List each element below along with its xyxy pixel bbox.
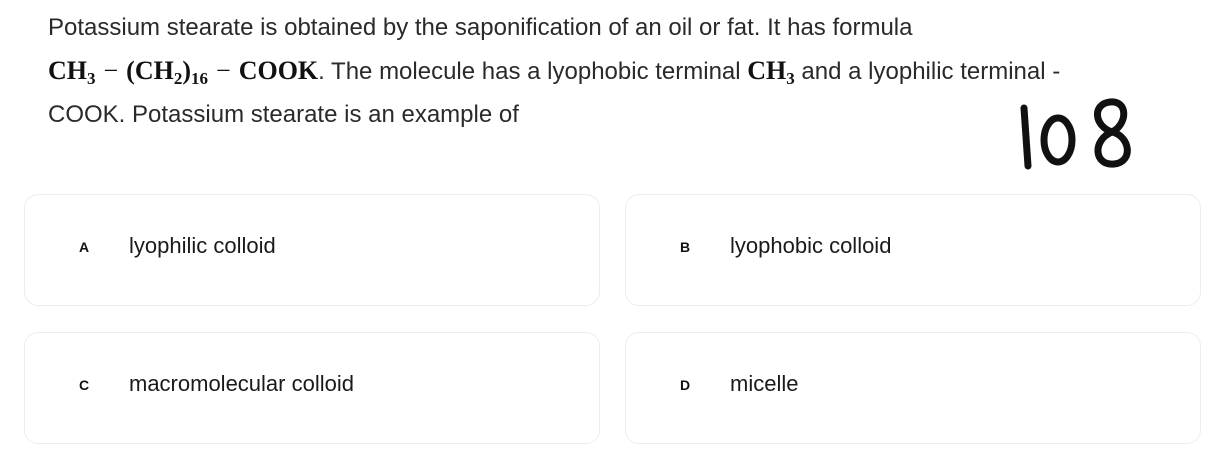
- option-c[interactable]: [24, 332, 600, 444]
- option-d[interactable]: [625, 332, 1201, 444]
- option-text: macromolecular colloid: [129, 371, 354, 396]
- option-text: lyophilic colloid: [129, 233, 276, 258]
- option-b[interactable]: [625, 194, 1201, 306]
- handwritten-number-108: [1016, 96, 1136, 172]
- option-letter: A: [79, 239, 90, 255]
- option-letter: D: [680, 377, 691, 393]
- option-a[interactable]: [24, 194, 600, 306]
- option-letter: B: [680, 239, 691, 255]
- option-text: micelle: [730, 371, 799, 396]
- question-line-3: COOK. Potassium stearate is an example of: [48, 101, 519, 128]
- formula: $CH_3 - (CH_2)_{16}$ − COOK: [48, 56, 319, 88]
- question-line-2: $CH_3 - (CH_2)_{16}$ − COOK. The molecule has a lyophobic terminal $CH_3$ and a lyophilic terminal -: [48, 56, 1061, 88]
- option-letter: C: [79, 377, 90, 393]
- option-text: lyophobic colloid: [730, 233, 892, 258]
- question-line-1: Potassium stearate is obtained by the saponification of an oil or fat. It has formula: [48, 14, 913, 41]
- terminal-formula: $CH_3$: [747, 56, 795, 88]
